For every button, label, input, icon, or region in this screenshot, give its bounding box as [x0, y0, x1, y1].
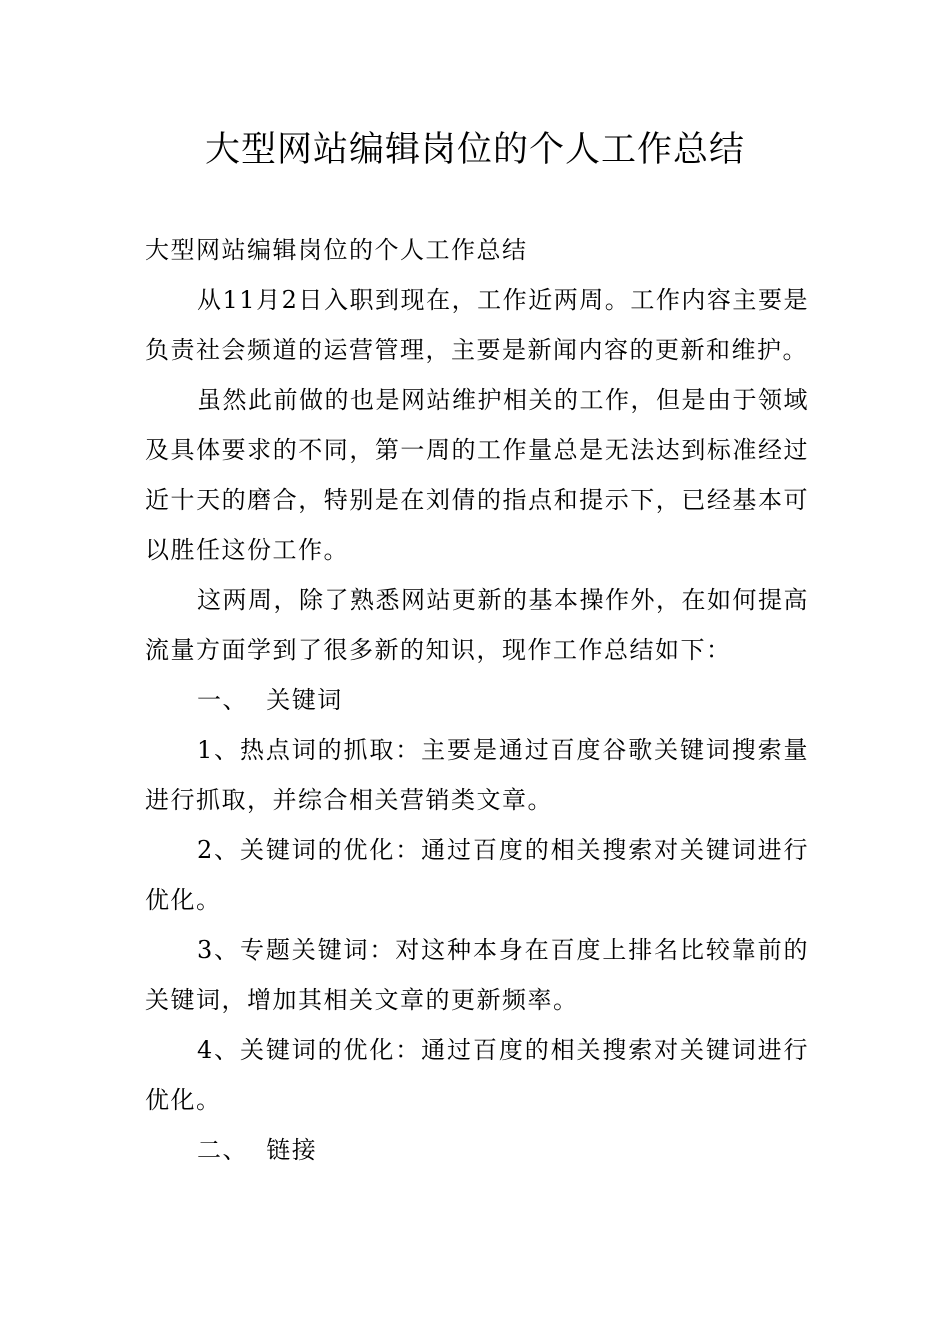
section-heading-links: 二、 链接	[197, 1136, 318, 1164]
list-item-keyword-2: 2、关键词的优化：通过百度的相关搜索对关键词进行优化。	[145, 836, 809, 914]
document-subtitle: 大型网站编辑岗位的个人工作总结	[145, 236, 528, 264]
paragraph-background: 虽然此前做的也是网站维护相关的工作，但是由于领域及具体要求的不同，第一周的工作量总是无法达到标准经过近十天的磨合，特别是在刘倩的指点和提示下，已经基本可以胜任这份工作。	[145, 386, 809, 564]
section-heading-keywords: 一、 关键词	[197, 686, 343, 714]
document-body	[145, 225, 809, 1175]
list-item-keyword-4: 4、关键词的优化：通过百度的相关搜索对关键词进行优化。	[145, 1036, 809, 1114]
paragraph-intro: 从11月2日入职到现在，工作近两周。工作内容主要是负责社会频道的运营管理，主要是新闻内容的更新和维护。	[145, 286, 809, 364]
list-item-keyword-1: 1、热点词的抓取：主要是通过百度谷歌关键词搜索量进行抓取，并综合相关营销类文章。	[145, 736, 809, 814]
document-title: 大型网站编辑岗位的个人工作总结	[204, 130, 745, 170]
list-item-keyword-3: 3、专题关键词：对这种本身在百度上排名比较靠前的关键词，增加其相关文章的更新频率。	[145, 936, 809, 1014]
paragraph-summary-intro: 这两周，除了熟悉网站更新的基本操作外，在如何提高流量方面学到了很多新的知识，现作工作总结如下：	[145, 586, 809, 664]
